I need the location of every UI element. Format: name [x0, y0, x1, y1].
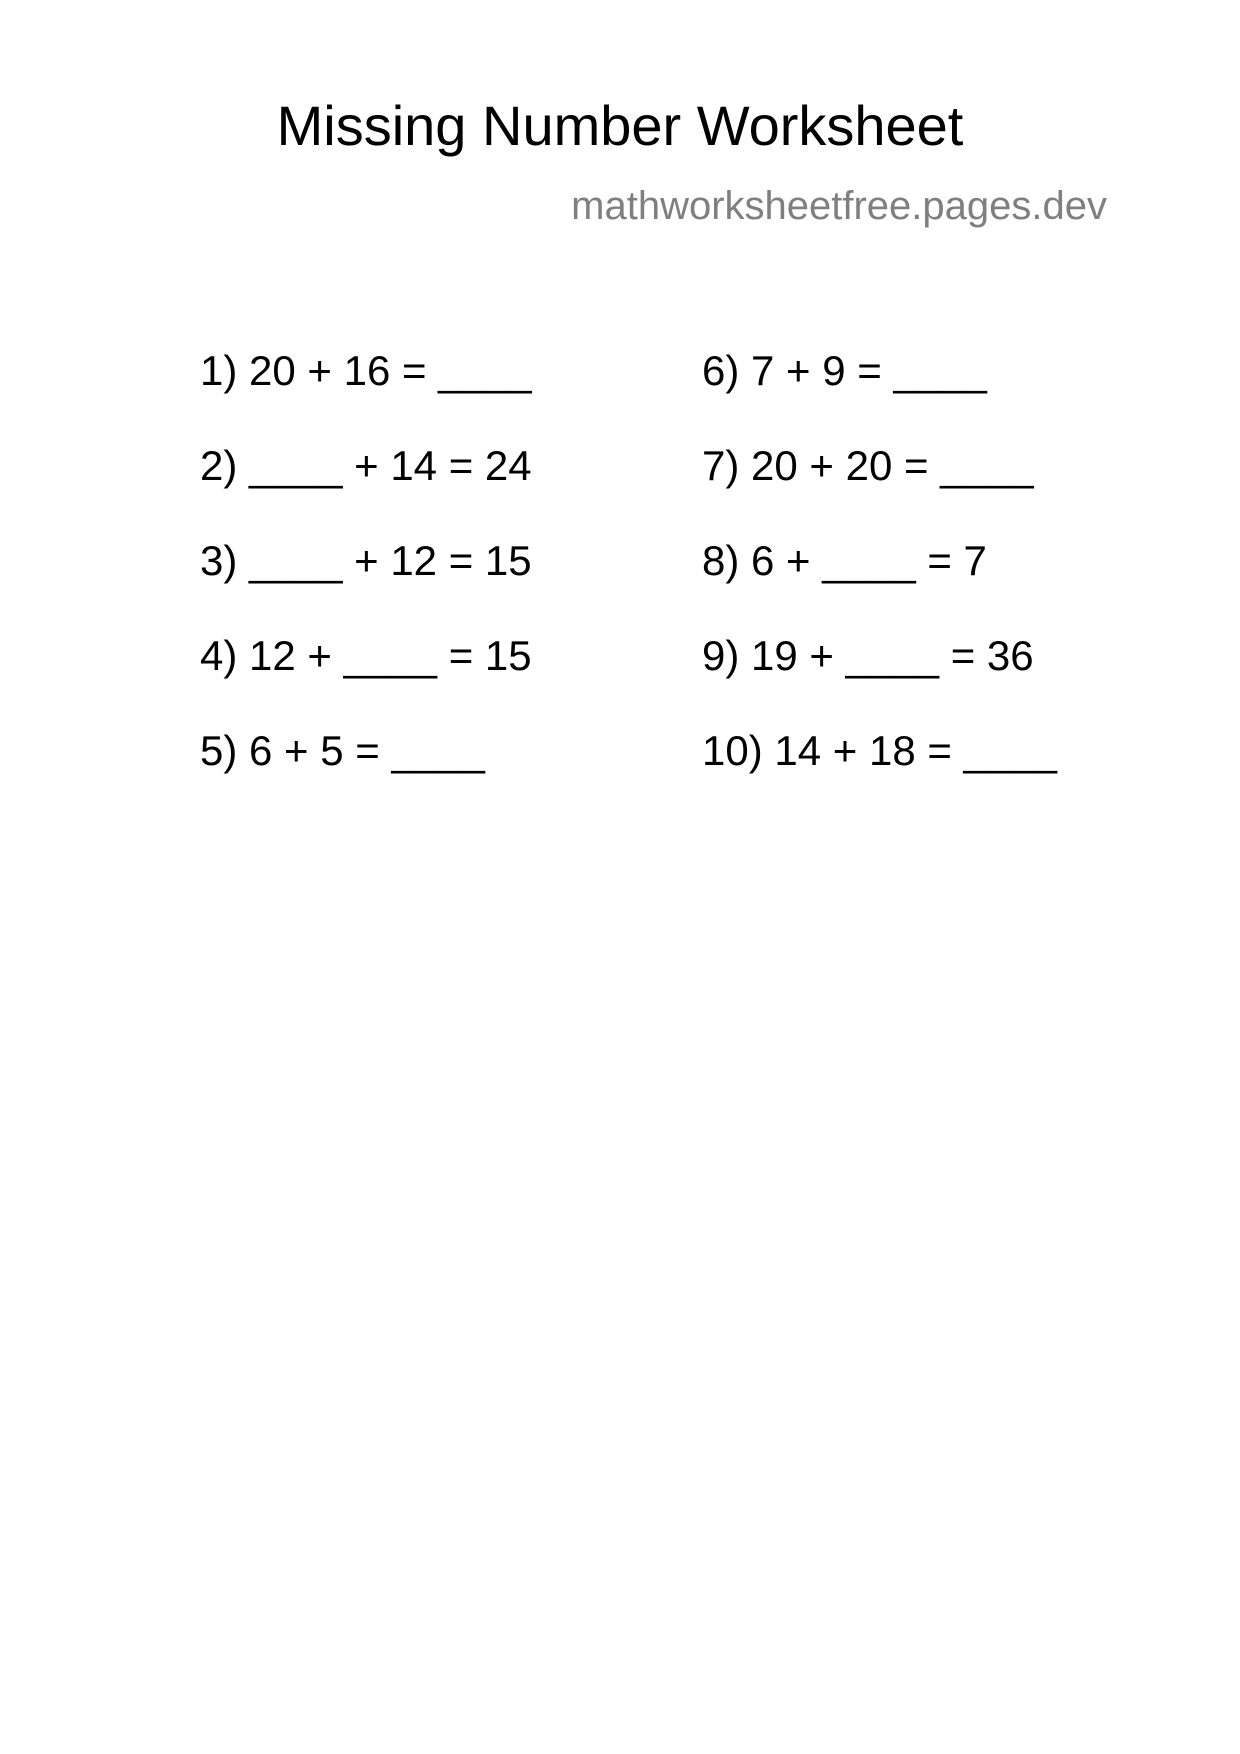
- worksheet-title: Missing Number Worksheet: [276, 94, 964, 157]
- problem-9: 9) 19 + ____ = 36: [702, 632, 1034, 679]
- problem-1: 1) 20 + 16 = ____: [200, 347, 532, 394]
- problem-10: 10) 14 + 18 = ____: [702, 727, 1057, 774]
- problem-5: 5) 6 + 5 = ____: [200, 727, 485, 774]
- problem-6: 6) 7 + 9 = ____: [702, 347, 987, 394]
- website-url: mathworksheetfree.pages.dev: [571, 184, 1107, 228]
- problem-4: 4) 12 + ____ = 15: [200, 632, 532, 679]
- problem-8: 8) 6 + ____ = 7: [702, 537, 987, 584]
- problem-2: 2) ____ + 14 = 24: [200, 442, 532, 489]
- problem-7: 7) 20 + 20 = ____: [702, 442, 1034, 489]
- problem-3: 3) ____ + 12 = 15: [200, 537, 532, 584]
